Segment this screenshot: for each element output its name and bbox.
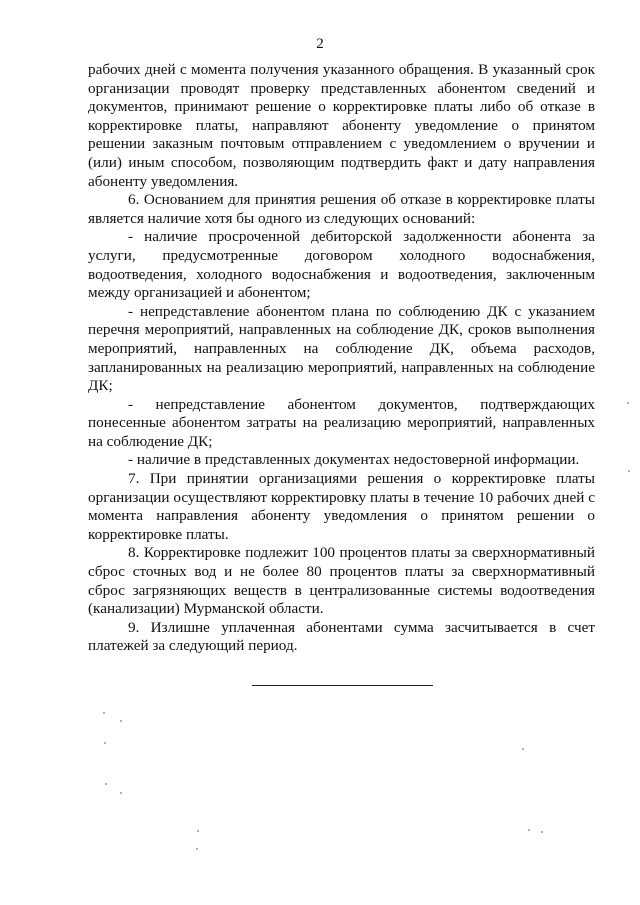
scan-speck — [104, 742, 106, 744]
paragraph-item-9: 9. Излишне уплаченная абонентами сумма засчитывается в счет платежей за следующий период. — [88, 618, 595, 655]
bullet-false-info: - наличие в представленных документах недостоверной информации. — [128, 451, 580, 469]
scan-speck — [628, 470, 630, 472]
bullet-receivables: - наличие просроченной дебиторской задолженности абонента за услуги, предусмотренные договором холодного водоснабжения, водоотведения, холодного водоснабжения и водоотведения, заключенным между организацией и абонентом; — [88, 228, 595, 302]
scan-speck — [120, 792, 122, 794]
scan-speck — [196, 848, 198, 850]
scan-speck — [627, 402, 629, 404]
paragraph-item-8: 8. Корректировке подлежит 100 процентов платы за сверхнормативный сброс сточных вод и не более 80 процентов платы за сверхнормативный сброс загрязняющих веществ в централизованные системы водоотведения (канализации) Мурманской области. — [88, 544, 595, 618]
page-number: 2 — [316, 36, 324, 52]
bullet-no-documents: - непредставление абонентом документов, подтверждающих понесенные абонентом затраты на реализацию мероприятий, направленных на соблюдение ДК; — [88, 395, 595, 450]
paragraph-continuation: рабочих дней с момента получения указанного обращения. В указанный срок организации проводят проверку представленных абонентом сведений и документов, принимают решение о корректировке платы либо об отказе в корректировке платы, направляют абоненту уведомление о принятом решении заказным почтовым отправлением с уведомлением о вручении и (или) иным способом, позволяющим подтвердить факт и дату направления абоненту уведомления. — [88, 61, 595, 190]
scan-speck — [103, 712, 105, 714]
paragraph-item-7: 7. При принятии организациями решения о корректировке платы организации осуществляют корректировку платы в течение 10 рабочих дней с момента направления абоненту уведомления о принятом решении о корректировке платы. — [88, 470, 595, 543]
bullet-no-plan: - непредставление абонентом плана по соблюдению ДК с указанием перечня мероприятий, направленных на соблюдение ДК, сроков выполнения мероприятий, направленных на соблюдение ДК, объема расходов, запланированных на реализацию мероприятий, направленных на соблюдение ДК; — [88, 302, 595, 395]
paragraph-item-6: 6. Основанием для принятия решения об отказе в корректировке платы является наличие хотя бы одного из следующих оснований: — [88, 191, 595, 227]
scan-speck — [541, 831, 543, 833]
scan-speck — [120, 720, 122, 722]
scan-speck — [522, 748, 524, 750]
scan-speck — [105, 783, 107, 785]
scan-speck — [197, 830, 199, 832]
scan-speck — [528, 829, 530, 831]
closing-separator-line — [252, 685, 433, 686]
document-body — [88, 61, 595, 656]
